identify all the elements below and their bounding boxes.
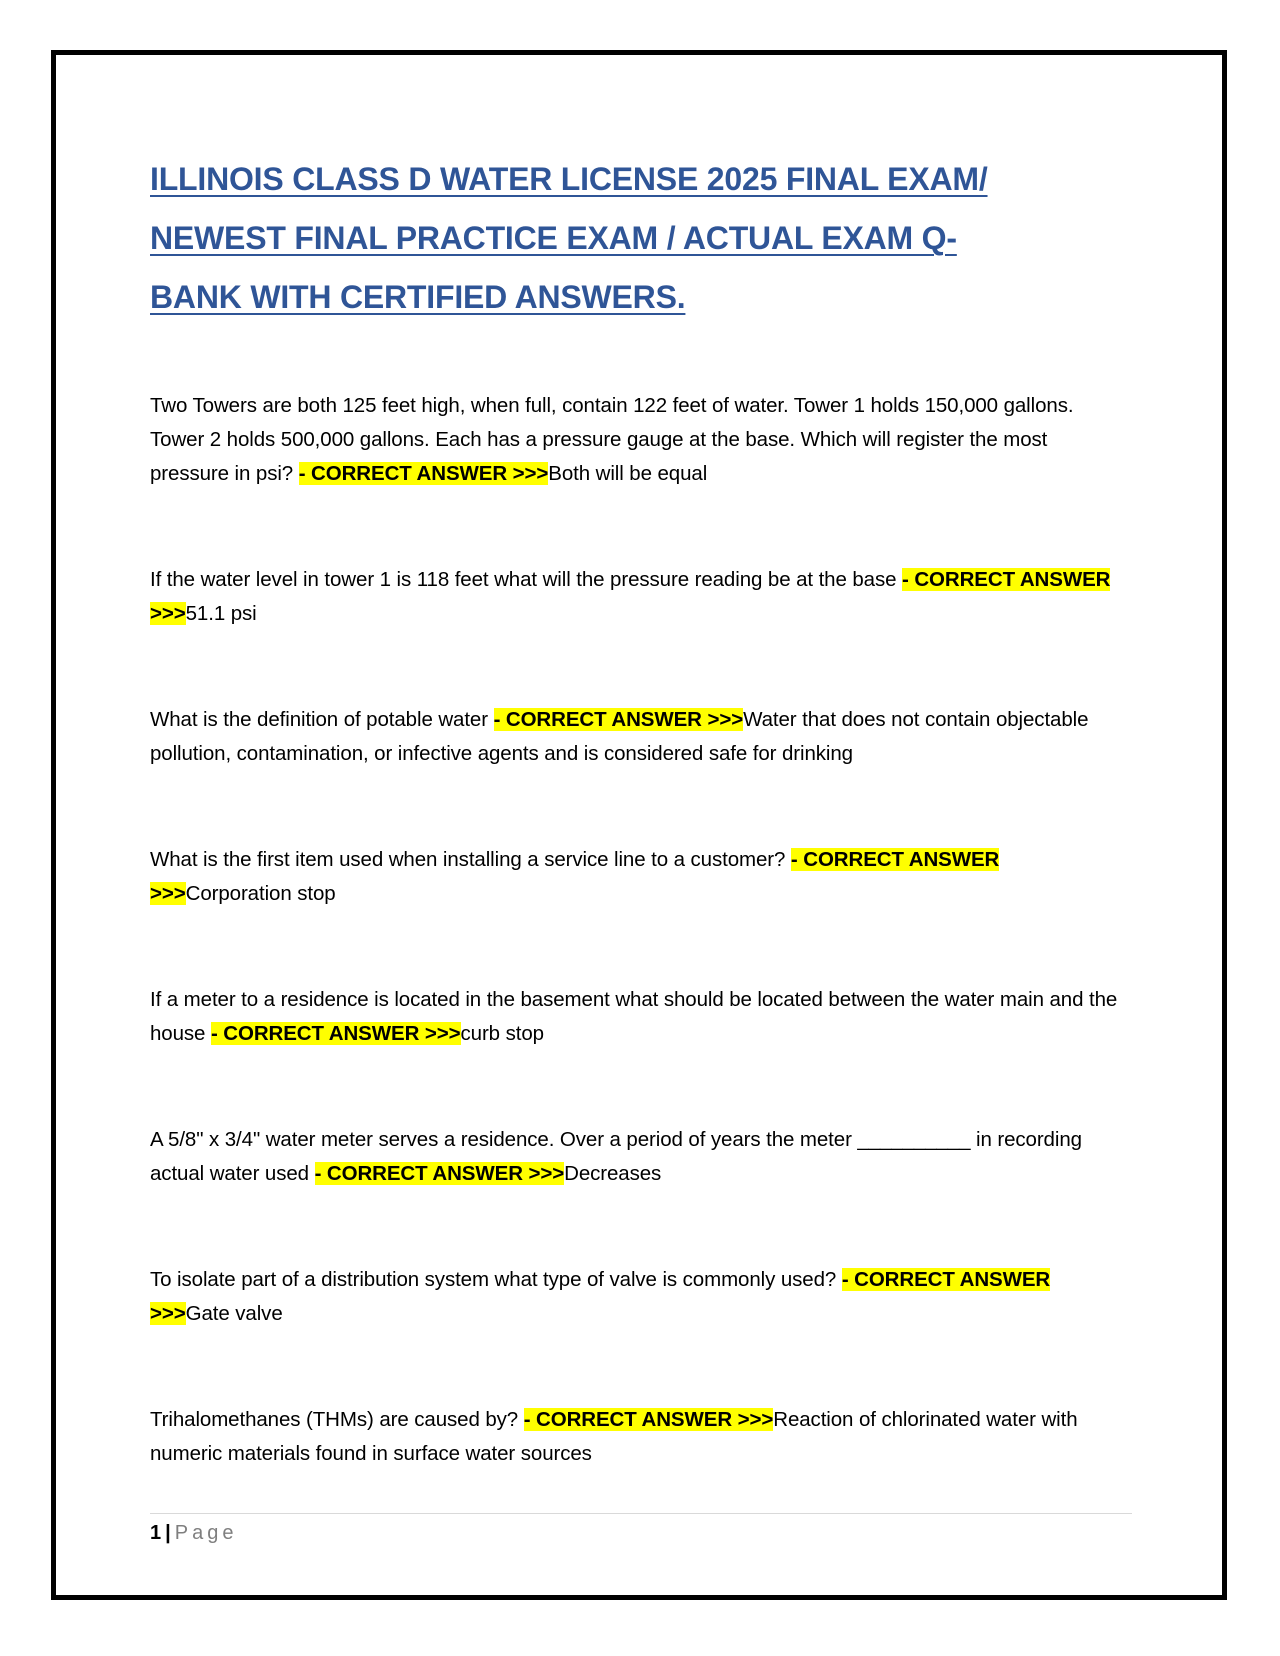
page-footer [150, 1513, 1132, 1548]
correct-answer-marker: - CORRECT ANSWER >>> [493, 708, 744, 731]
qa-item [150, 703, 1130, 771]
title-line: BANK WITH CERTIFIED ANSWERS. [150, 279, 686, 315]
answer-text: Gate valve [185, 1302, 283, 1325]
answer-text: Decreases [564, 1162, 662, 1185]
qa-item [150, 843, 1130, 911]
qa-list [150, 389, 1130, 1471]
qa-item [150, 1403, 1130, 1471]
question-text: What is the definition of potable water [150, 708, 494, 731]
page-number: 1 [150, 1522, 162, 1544]
correct-answer-marker: - CORRECT ANSWER >>> [150, 568, 1111, 625]
answer-text: Both will be equal [548, 462, 708, 485]
question-text: If the water level in tower 1 is 118 feet what will the pressure reading be at the base [150, 568, 903, 591]
answer-text: curb stop [460, 1022, 544, 1045]
answer-text: 51.1 psi [185, 602, 257, 625]
footer-separator: | [165, 1522, 171, 1544]
question-text: What is the first item used when installing a service line to a customer? [150, 848, 791, 871]
page-label: Page [174, 1522, 238, 1544]
title-line: ILLINOIS CLASS D WATER LICENSE 2025 FINAL EXAM/ [150, 161, 988, 197]
answer-text: Corporation stop [185, 882, 336, 905]
correct-answer-marker: - CORRECT ANSWER >>> [314, 1162, 565, 1185]
question-text: Trihalomethanes (THMs) are caused by? [150, 1408, 524, 1431]
qa-item [150, 1263, 1130, 1331]
question-text: A 5/8" x 3/4" water meter serves a residence. Over a period of years the meter __________ in recording actual water used [150, 1128, 1082, 1185]
correct-answer-marker: - CORRECT ANSWER >>> [210, 1022, 461, 1045]
correct-answer-marker: - CORRECT ANSWER >>> [523, 1408, 774, 1431]
page-content [150, 150, 1130, 1543]
qa-item [150, 389, 1130, 491]
qa-item [150, 1123, 1130, 1191]
document-title [150, 150, 1130, 327]
answer-text: Water that does not contain objectable pollution, contamination, or infective agents and is considered safe for drinking [150, 708, 1089, 765]
question-text: Two Towers are both 125 feet high, when full, contain 122 feet of water. Tower 1 holds 150,000 gallons. Tower 2 holds 500,000 gallons. Each has a pressure gauge at the base. Which will register the most pressure in psi? [150, 394, 1074, 485]
question-text: To isolate part of a distribution system what type of valve is commonly used? [150, 1268, 842, 1291]
answer-text: Reaction of chlorinated water with numeric materials found in surface water sources [150, 1408, 1078, 1465]
question-text: If a meter to a residence is located in the basement what should be located between the water main and the house [150, 988, 1118, 1045]
correct-answer-marker: - CORRECT ANSWER >>> [298, 462, 549, 485]
qa-item [150, 983, 1130, 1051]
correct-answer-marker: - CORRECT ANSWER >>> [150, 1268, 1051, 1325]
qa-item [150, 563, 1130, 631]
title-line: NEWEST FINAL PRACTICE EXAM / ACTUAL EXAM Q- [150, 220, 957, 256]
correct-answer-marker: - CORRECT ANSWER >>> [150, 848, 1000, 905]
